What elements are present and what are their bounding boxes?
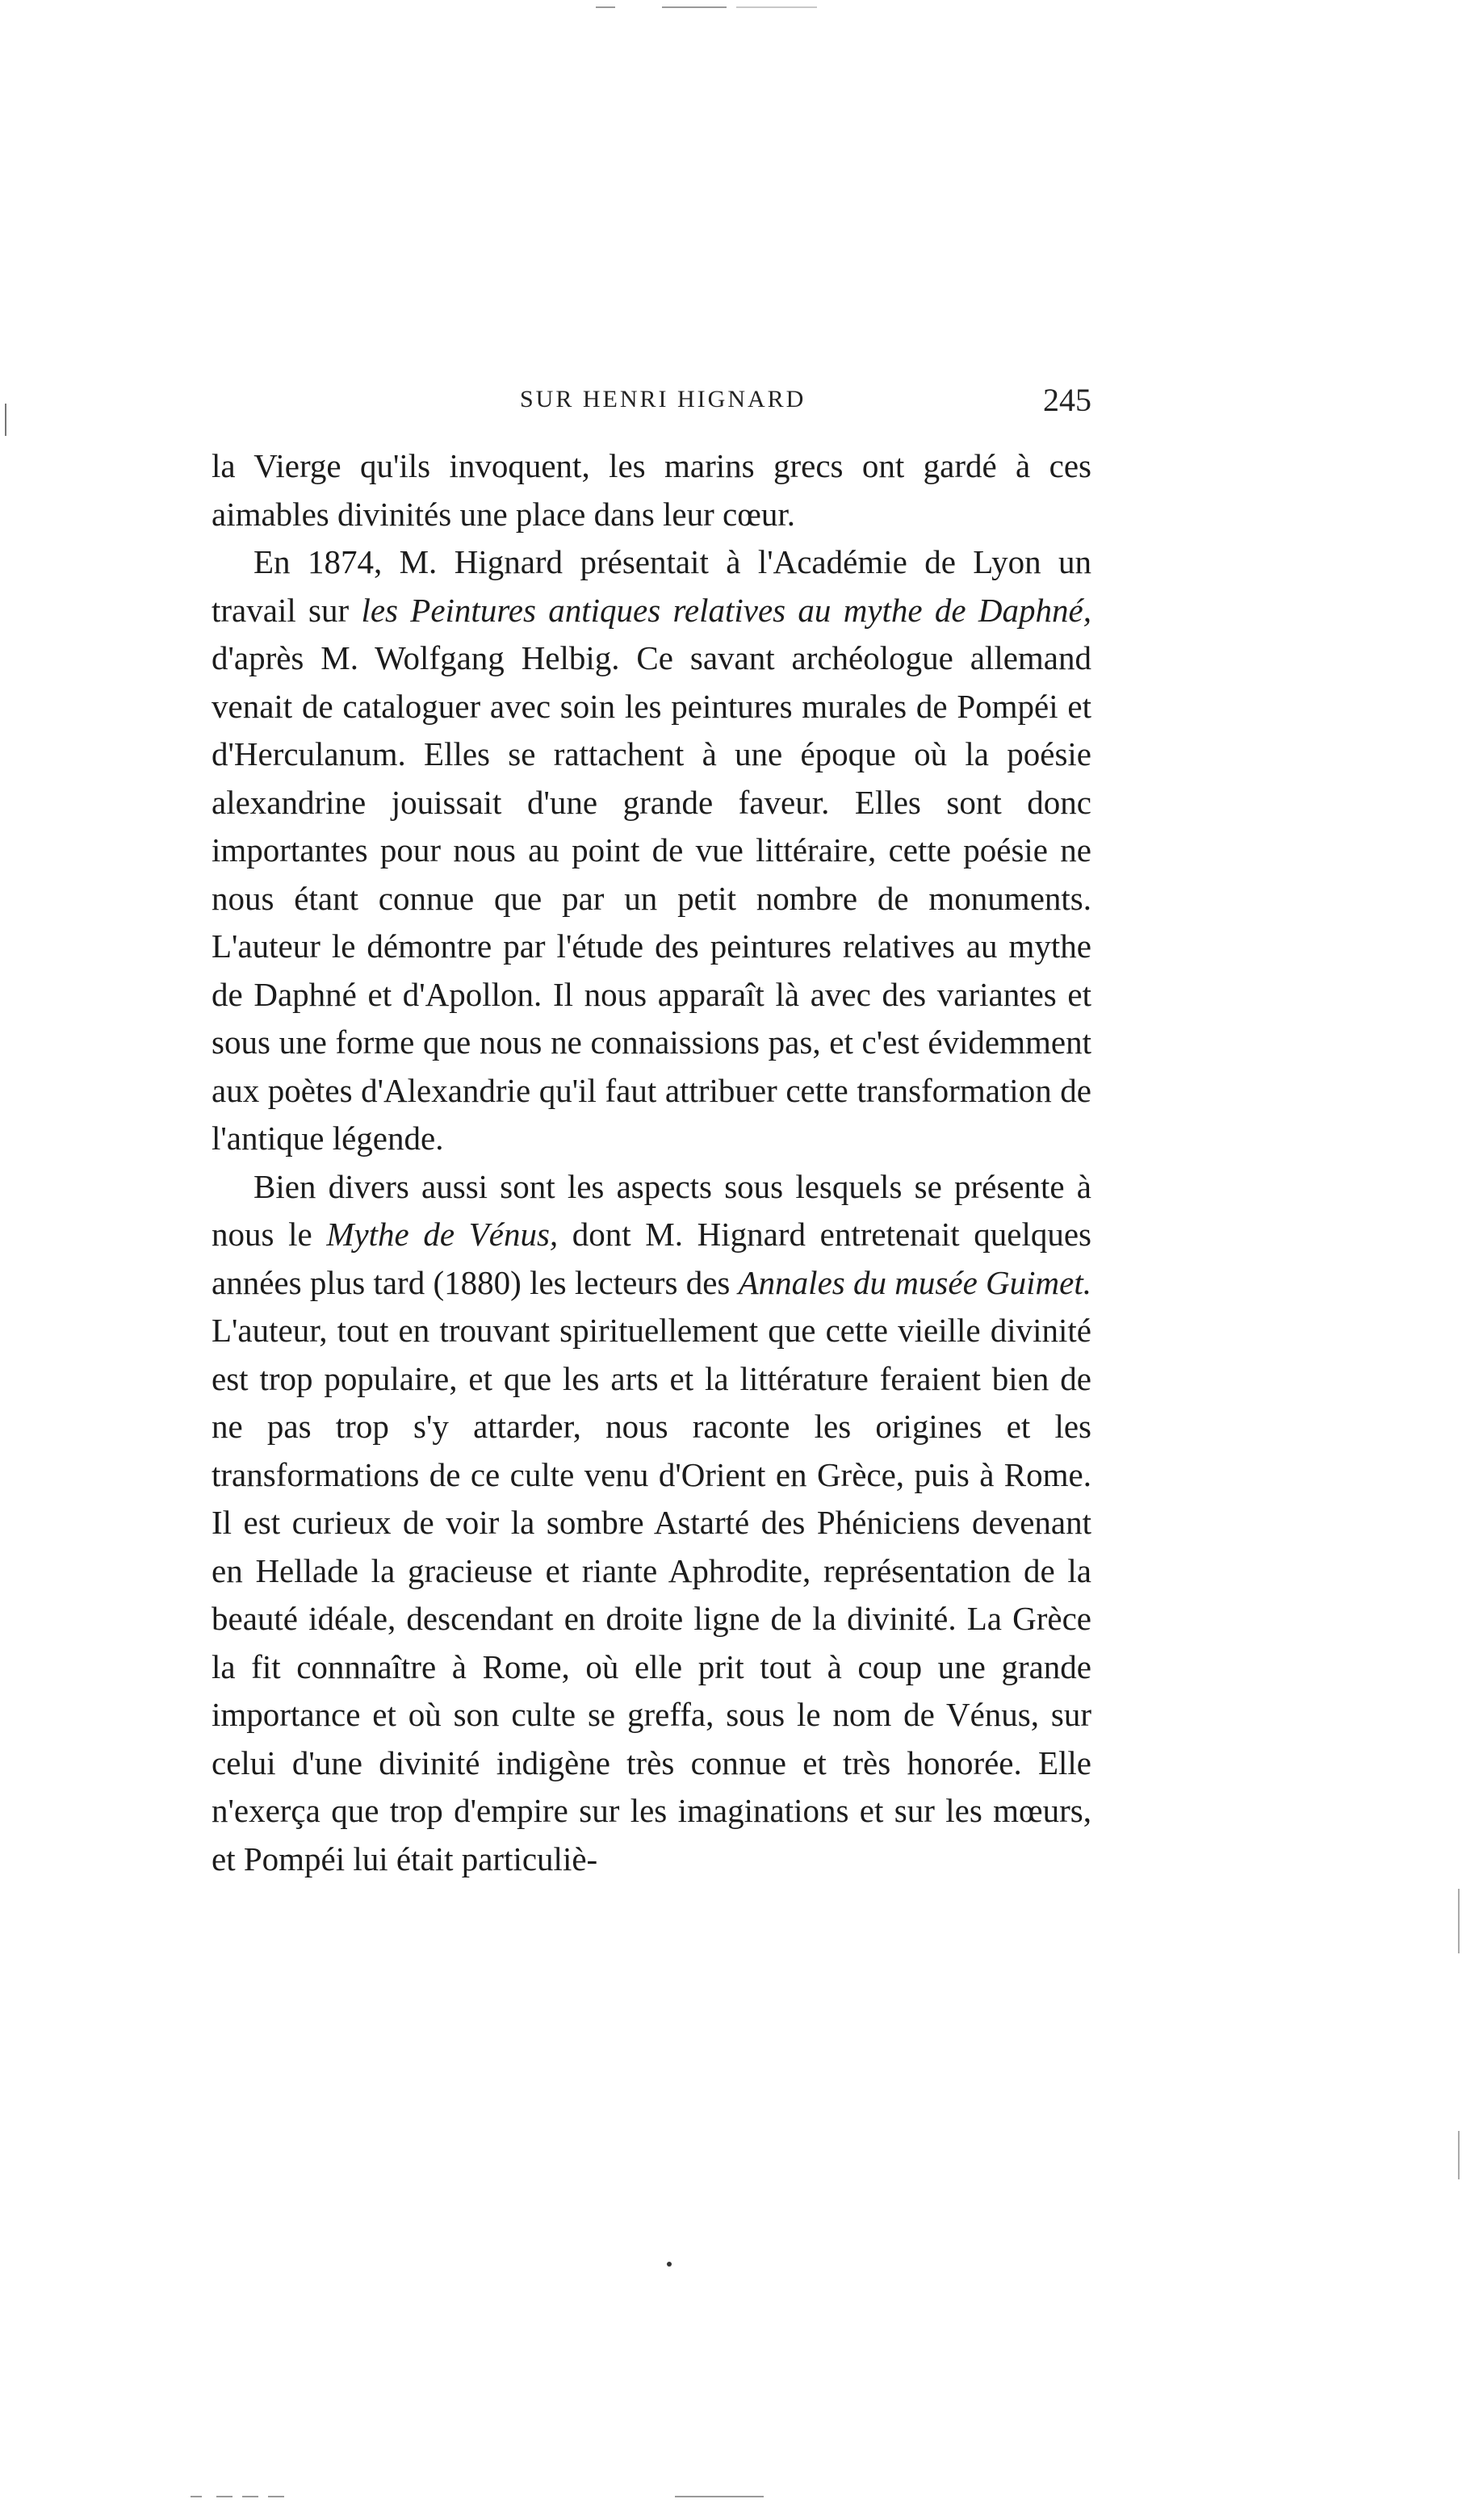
scan-artifact-bottom-5 — [675, 2496, 764, 2497]
scan-artifact-bottom-1 — [191, 2496, 202, 2497]
running-head: SUR HENRI HIGNARD — [520, 386, 806, 412]
paragraph-3-text-c: L'auteur, tout en trouvant spirituellement que cette vieille divinité est trop populaire, et que les arts et la littérature feraient bien de ne pas trop s'y attarder, nous raconte les origines et les transformations de ce culte venu d'Orient en Grèce, puis à Rome. Il est curieux de voir la sombre Astarté des Phéniciens devenant en Hellade la gracieuse et riante Aphrodite, représentation de la beauté idéale, descendant en droite ligne de la divinité. La Grèce la fit connnaître à Rome, où elle prit tout à coup une grande importance et où son culte se greffa, sous le nom de Vénus, sur celui d'une divinité indigène très connue et très honorée. Elle n'exerça que trop d'empire sur les imaginations et sur les mœurs, et Pompéi lui était particuliè- — [212, 1312, 1091, 1877]
scan-edge-mark-right — [1458, 1889, 1460, 1953]
scan-artifact-bottom-4 — [268, 2496, 284, 2497]
page-header — [212, 382, 1091, 434]
ink-dot — [667, 2262, 672, 2267]
scan-artifact-bottom-2 — [216, 2496, 232, 2497]
scan-artifact-top-1 — [596, 6, 615, 8]
paragraph-2-text-b: d'après M. Wolfgang Helbig. Ce savant archéologue allemand venait de cataloguer avec soin les peintures murales de Pompéi et d'Herculanum. Elles se rattachent à une époque où la poésie alexandrine jouissait d'une grande faveur. Elles sont donc importantes pour nous au point de vue littéraire, cette poésie ne nous étant connue que par un petit nombre de monuments. L'auteur le démontre par l'étude des peintures relatives au mythe de Daphné et d'Apollon. Il nous apparaît là avec des variantes et sous une forme que nous ne connaissions pas, et c'est évidemment aux poètes d'Alexandrie qu'il faut attribuer cette transformation de l'antique légende. — [212, 639, 1091, 1157]
scan-edge-mark-left — [5, 404, 6, 436]
scan-edge-mark-right-2 — [1458, 2131, 1460, 2179]
scan-artifact-top-3 — [736, 6, 817, 8]
paragraph-3-title-1: Mythe de Vénus, — [326, 1216, 559, 1253]
paragraph-3 — [212, 1163, 1091, 1884]
paragraph-3-text-a: Bien divers aussi sont les aspects sous lesquels se présente à nous le — [212, 1167, 1091, 1253]
scan-artifact-bottom-3 — [242, 2496, 258, 2497]
paragraph-1-text: la Vierge qu'ils invoquent, les marins grecs ont gardé à ces aimables divinités une place dans leur cœur. — [212, 447, 1091, 533]
scan-artifact-top-2 — [662, 6, 727, 8]
body-text — [212, 442, 1091, 1883]
paragraph-1 — [212, 442, 1091, 538]
paragraph-2-title: les Peintures antiques relatives au mythe de Daphné, — [361, 591, 1091, 629]
page-number: 245 — [1043, 382, 1091, 418]
paragraph-2-text-a: En 1874, M. Hignard présentait à l'Académie de Lyon un travail sur — [212, 543, 1091, 629]
paragraph-3-title-2: Annales du musée Guimet. — [738, 1263, 1091, 1301]
paragraph-2 — [212, 538, 1091, 1163]
paragraph-3-text-b: dont M. Hignard entretenait quelques années plus tard (1880) les lecteurs des — [212, 1216, 1091, 1301]
